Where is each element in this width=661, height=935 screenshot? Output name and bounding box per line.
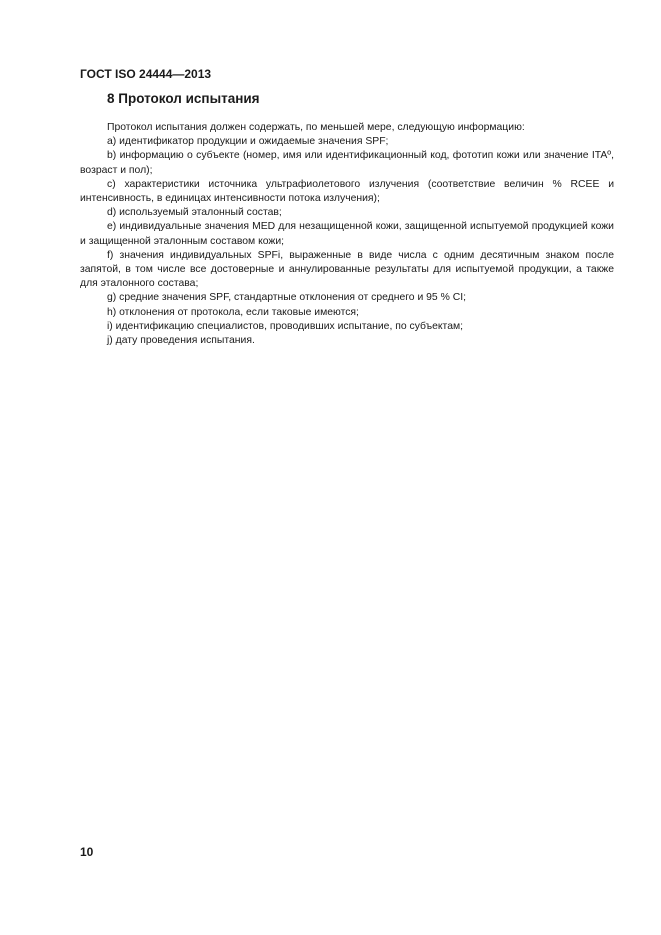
page-number: 10 — [80, 845, 94, 859]
list-item: f) значения индивидуальных SPFi, выраженные в виде числа с одним десятичным знаком после запятой, в том числе все достоверные и аннулированные результаты для испытуемой продукции, а также для эталонного состава; — [80, 249, 614, 290]
section-body — [80, 121, 614, 348]
intro-paragraph: Протокол испытания должен содержать, по меньшей мере, следующую информацию: — [107, 122, 525, 133]
list-item: g) средние значения SPF, стандартные отклонения от среднего и 95 % CI; — [107, 292, 466, 304]
list-item: i) идентификацию специалистов, проводивших испытание, по субъектам; — [107, 320, 464, 332]
list-item: d) используемый эталонный состав; — [107, 207, 282, 219]
list-item: a) идентификатор продукции и ожидаемые значения SPF; — [107, 136, 389, 148]
list-item: e) индивидуальные значения MED для незащищенной кожи, защищенной испытуемой продукцией кожи и защищенной эталонным составом кожи; — [80, 221, 614, 247]
list-item: b) информацию о субъекте (номер, имя или идентификационный код, фототип кожи или значение ITAº, возраст и пол); — [80, 150, 614, 176]
list-item: c) характеристики источника ультрафиолетового излучения (соответствие величин % RCEE и интенсивность, в единицах интенсивности потока излучения); — [80, 178, 614, 205]
document-header: ГОСТ ISO 24444—2013 — [80, 67, 212, 81]
section-title: 8 Протокол испытания — [107, 91, 260, 106]
list-item: j) дату проведения испытания. — [107, 335, 255, 347]
list-item: h) отклонения от протокола, если таковые имеются; — [107, 306, 359, 318]
